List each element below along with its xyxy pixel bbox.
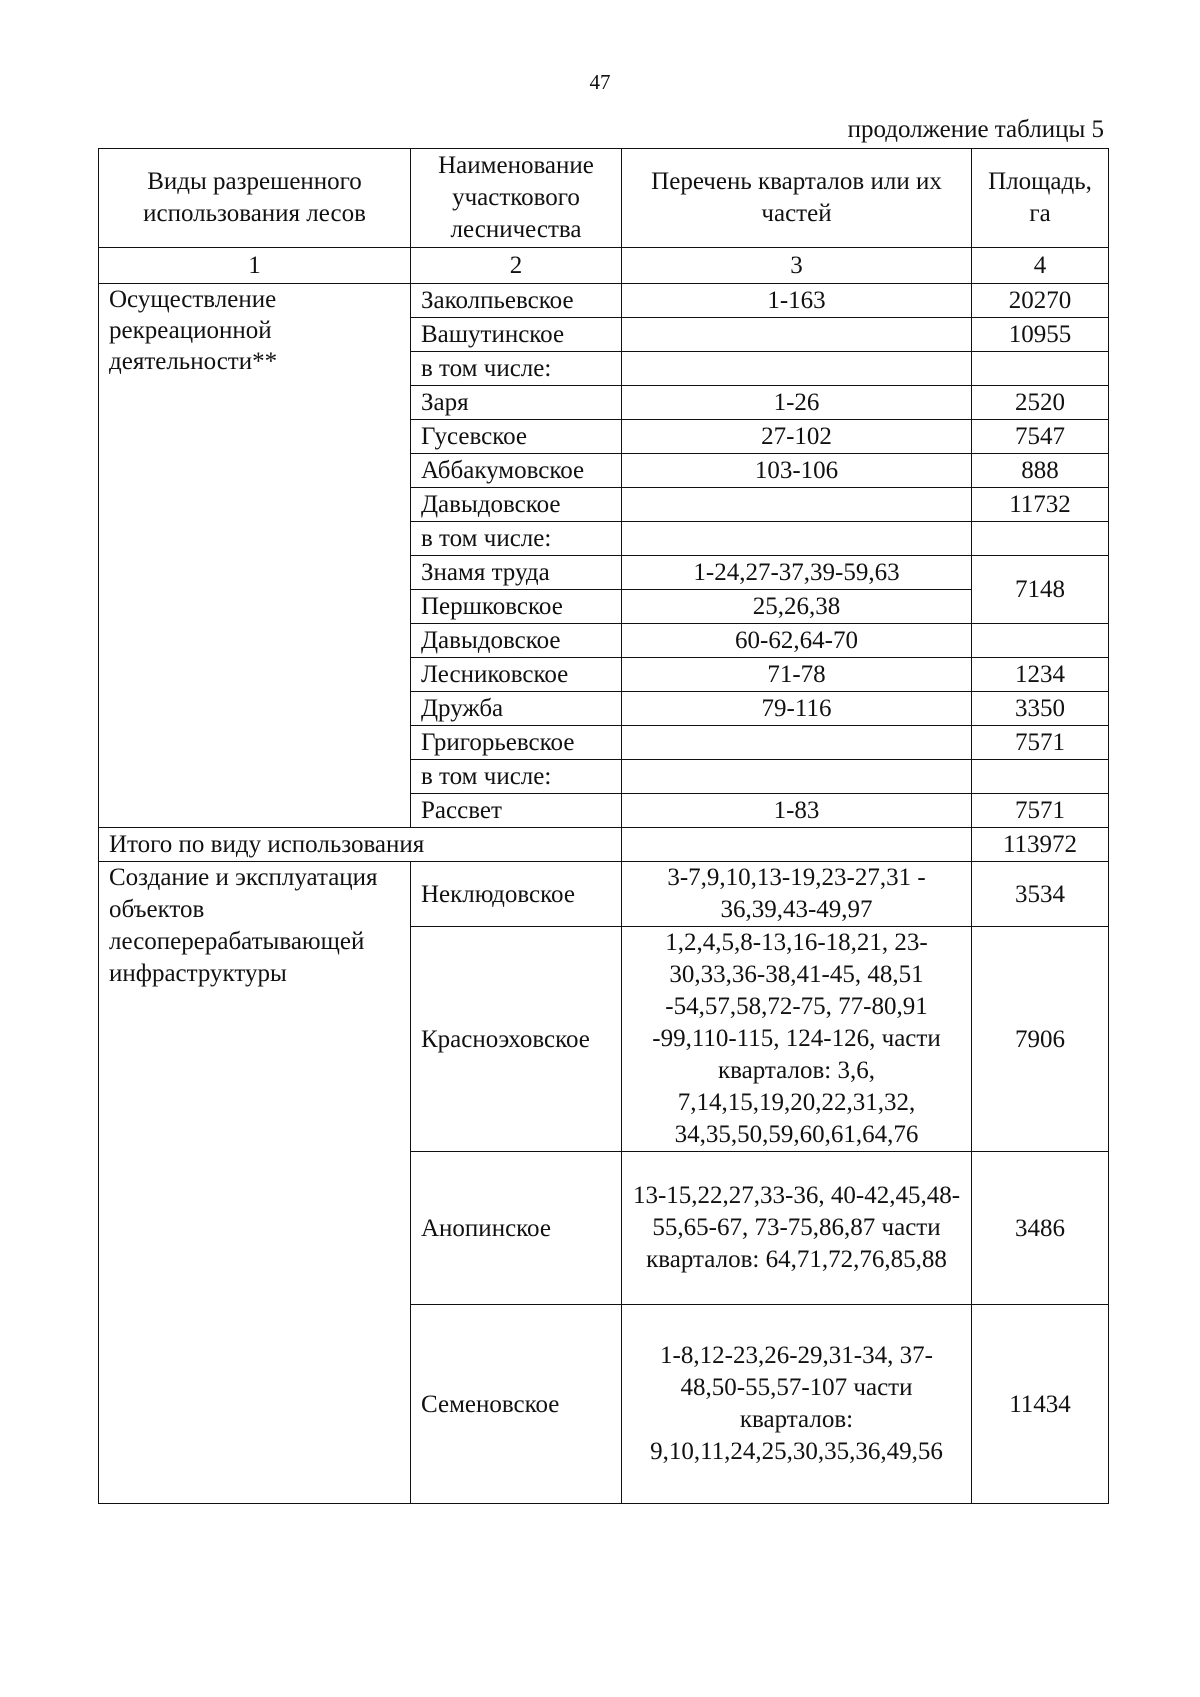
quarters: 60-62,64-70	[622, 624, 972, 658]
quarters	[622, 352, 972, 386]
table-row	[99, 284, 1109, 318]
total-label: Итого по виду использования	[99, 828, 622, 862]
area: 7148	[972, 556, 1109, 624]
forestry-name: Давыдовское	[411, 624, 622, 658]
column-number-row	[99, 248, 1109, 284]
area: 7547	[972, 420, 1109, 454]
area: 7571	[972, 726, 1109, 760]
quarters: 79-116	[622, 692, 972, 726]
area: 10955	[972, 318, 1109, 352]
header-forestry-name: Наименование участкового лесничества	[411, 149, 622, 248]
quarters: 13-15,22,27,33-36, 40-42,45,48-55,65-67, 73-75,86,87 части кварталов: 64,71,72,76,85,88	[622, 1152, 972, 1305]
quarters: 71-78	[622, 658, 972, 692]
forestry-name: Першковское	[411, 590, 622, 624]
area	[972, 624, 1109, 658]
header-area: Площадь, га	[972, 149, 1109, 248]
total-quarters	[622, 828, 972, 862]
forestry-name: Семеновское	[411, 1305, 622, 1504]
area: 7571	[972, 794, 1109, 828]
quarters: 103-106	[622, 454, 972, 488]
total-row	[99, 828, 1109, 862]
forestry-name: Неклюдовское	[411, 862, 622, 927]
area: 7906	[972, 927, 1109, 1152]
area	[972, 352, 1109, 386]
quarters	[622, 726, 972, 760]
forestry-name: Гусевское	[411, 420, 622, 454]
forestry-name: Аббакумовское	[411, 454, 622, 488]
quarters: 1-26	[622, 386, 972, 420]
quarters: 1-83	[622, 794, 972, 828]
column-number: 4	[972, 248, 1109, 284]
forestry-name: Заря	[411, 386, 622, 420]
forestry-name: Григорьевское	[411, 726, 622, 760]
area: 3534	[972, 862, 1109, 927]
forestry-name: Анопинское	[411, 1152, 622, 1305]
table-row	[99, 862, 1109, 927]
forestry-name: Дружба	[411, 692, 622, 726]
quarters	[622, 318, 972, 352]
category-infrastructure: Создание и эксплуатация объектов лесоперерабатывающей инфраструктуры	[99, 862, 411, 1504]
quarters: 1-24,27-37,39-59,63	[622, 556, 972, 590]
forestry-name: в том числе:	[411, 760, 622, 794]
forestry-name: Знамя труда	[411, 556, 622, 590]
header-use-type: Виды разрешенного использования лесов	[99, 149, 411, 248]
quarters: 25,26,38	[622, 590, 972, 624]
column-number: 1	[99, 248, 411, 284]
quarters: 27-102	[622, 420, 972, 454]
column-number: 3	[622, 248, 972, 284]
forestry-name: в том числе:	[411, 352, 622, 386]
quarters: 1-8,12-23,26-29,31-34, 37-48,50-55,57-107 части кварталов: 9,10,11,24,25,30,35,36,49,56	[622, 1305, 972, 1504]
forestry-name: Вашутинское	[411, 318, 622, 352]
forest-use-table	[98, 148, 1109, 1504]
area	[972, 522, 1109, 556]
total-area: 113972	[972, 828, 1109, 862]
quarters	[622, 760, 972, 794]
area: 2520	[972, 386, 1109, 420]
quarters: 1,2,4,5,8-13,16-18,21, 23-30,33,36-38,41-45, 48,51 -54,57,58,72-75, 77-80,91 -99,110-115, 124-126, части кварталов: 3,6, 7,14,15,19,20,22,31,32, 34,35,50,59,60,61,64,76	[622, 927, 972, 1152]
area: 11434	[972, 1305, 1109, 1504]
forestry-name: Заколпьевское	[411, 284, 622, 318]
header-quarters: Перечень кварталов или их частей	[622, 149, 972, 248]
quarters: 1-163	[622, 284, 972, 318]
forestry-name: в том числе:	[411, 522, 622, 556]
area: 20270	[972, 284, 1109, 318]
forestry-name: Давыдовское	[411, 488, 622, 522]
area: 3486	[972, 1152, 1109, 1305]
quarters: 3-7,9,10,13-19,23-27,31 - 36,39,43-49,97	[622, 862, 972, 927]
area: 888	[972, 454, 1109, 488]
category-recreation: Осуществление рекреационной деятельности**	[99, 284, 411, 828]
table-caption: продолжение таблицы 5	[847, 116, 1104, 143]
forestry-name: Лесниковское	[411, 658, 622, 692]
quarters	[622, 488, 972, 522]
area: 1234	[972, 658, 1109, 692]
area	[972, 760, 1109, 794]
page-number: 47	[589, 70, 611, 94]
quarters	[622, 522, 972, 556]
area: 11732	[972, 488, 1109, 522]
forestry-name: Красноэховское	[411, 927, 622, 1152]
area: 3350	[972, 692, 1109, 726]
column-number: 2	[411, 248, 622, 284]
forestry-name: Рассвет	[411, 794, 622, 828]
header-row	[99, 149, 1109, 248]
